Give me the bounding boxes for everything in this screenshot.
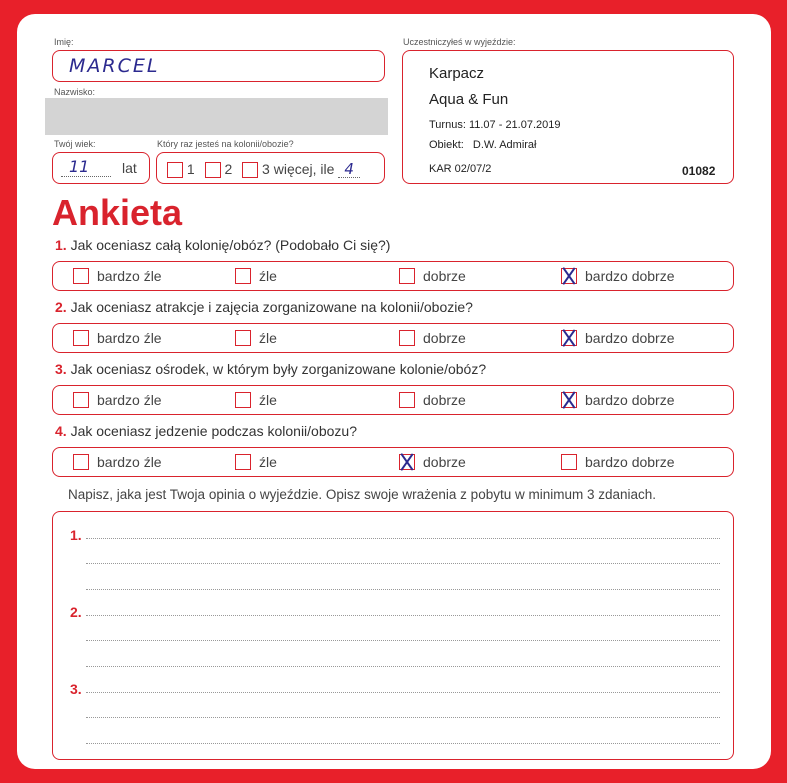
opinion-line-number-3: 3. [70, 681, 82, 697]
answer-option-label: źle [259, 330, 277, 346]
obiekt-label: Obiekt: [429, 139, 464, 151]
opinion-line [86, 589, 720, 590]
checkbox[interactable] [73, 268, 89, 284]
answer-option-label: dobrze [423, 268, 466, 284]
answer-option-label: bardzo źle [97, 454, 162, 470]
checked-checkbox[interactable] [399, 454, 415, 470]
trip-code: KAR 02/07/2 [429, 163, 492, 175]
answer-option[interactable] [399, 268, 466, 285]
trip-number: 01082 [682, 164, 716, 178]
question-1 [55, 237, 390, 253]
wiek-unit: lat [122, 160, 137, 176]
wiek-field[interactable] [52, 152, 150, 184]
checked-checkbox[interactable] [561, 392, 577, 408]
page-title: Ankieta [52, 192, 183, 233]
answer-option[interactable] [73, 330, 162, 347]
opinion-line [86, 717, 720, 718]
ktory-checkbox-1[interactable] [167, 162, 183, 178]
ktory-count-field[interactable] [338, 161, 360, 178]
wiek-label: Twój wiek: [54, 139, 96, 149]
imie-value: MARCEL [69, 55, 160, 77]
answer-option[interactable] [73, 392, 162, 409]
checkbox[interactable] [399, 330, 415, 346]
answer-option-label: bardzo źle [97, 268, 162, 284]
opinion-line [86, 692, 720, 693]
checkbox[interactable] [73, 330, 89, 346]
answer-option-label: dobrze [423, 392, 466, 408]
turnus-label: Turnus: [429, 119, 466, 131]
question-4 [55, 423, 357, 439]
opinion-box[interactable] [52, 511, 734, 760]
answer-option-label: bardzo dobrze [585, 330, 675, 346]
answer-option-label: bardzo dobrze [585, 392, 675, 408]
answer-row-2 [52, 323, 734, 353]
question-text: Jak oceniasz jedzenie podczas kolonii/obozu? [70, 423, 357, 439]
question-text: Jak oceniasz ośrodek, w którym były zorganizowane kolonie/obóz? [70, 361, 487, 377]
ktory-label: Który raz jesteś na kolonii/obozie? [157, 139, 294, 149]
question-2 [55, 299, 473, 315]
ktory-checkbox-3[interactable] [242, 162, 258, 178]
opinion-prompt: Napisz, jaka jest Twoja opinia o wyjeździe. Opisz swoje wrażenia z pobytu w minimum 3 zdaniach. [68, 487, 657, 502]
opinion-line-number-1: 1. [70, 527, 82, 543]
nazwisko-redacted [45, 98, 388, 135]
answer-row-1 [52, 261, 734, 291]
wiek-value: 11 [69, 157, 90, 176]
checkbox[interactable] [235, 268, 251, 284]
turnus-value: 11.07 - 21.07.2019 [468, 119, 561, 131]
answer-option[interactable] [399, 454, 466, 471]
ktory-option-1: 1 [186, 161, 195, 177]
ktory-option-2: 2 [224, 161, 233, 177]
question-number: 1. [55, 237, 67, 253]
nazwisko-label: Nazwisko: [54, 87, 96, 97]
answer-option-label: bardzo dobrze [585, 454, 675, 470]
trip-name: Aqua & Fun [429, 91, 509, 108]
ktory-field [156, 152, 385, 184]
question-number: 3. [55, 361, 67, 377]
checkbox[interactable] [399, 392, 415, 408]
opinion-line [86, 615, 720, 616]
answer-option[interactable] [561, 392, 675, 409]
question-text: Jak oceniasz atrakcje i zajęcia zorganizowane na kolonii/obozie? [70, 299, 473, 315]
answer-option-label: źle [259, 392, 277, 408]
imie-label: Imię: [54, 37, 74, 47]
checkbox[interactable] [235, 392, 251, 408]
answer-option-label: dobrze [423, 330, 466, 346]
answer-option[interactable] [73, 454, 162, 471]
answer-option-label: bardzo dobrze [585, 268, 675, 284]
checked-checkbox[interactable] [561, 330, 577, 346]
imie-field[interactable] [52, 50, 385, 82]
checkbox[interactable] [235, 330, 251, 346]
checked-checkbox[interactable] [561, 268, 577, 284]
answer-option[interactable] [235, 392, 277, 409]
ktory-checkbox-2[interactable] [205, 162, 221, 178]
question-3 [55, 361, 486, 377]
answer-option[interactable] [399, 330, 466, 347]
ktory-option-3: 3 więcej, ile [262, 161, 335, 177]
answer-option[interactable] [73, 268, 162, 285]
trip-place: Karpacz [429, 65, 485, 82]
checkbox[interactable] [73, 454, 89, 470]
checkbox[interactable] [235, 454, 251, 470]
answer-option[interactable] [561, 454, 675, 471]
checkbox[interactable] [399, 268, 415, 284]
checkbox[interactable] [561, 454, 577, 470]
opinion-line [86, 640, 720, 641]
checkbox[interactable] [73, 392, 89, 408]
ktory-value: 4 [344, 160, 354, 178]
opinion-line [86, 563, 720, 564]
answer-option[interactable] [235, 268, 277, 285]
answer-option-label: bardzo źle [97, 392, 162, 408]
opinion-line [86, 666, 720, 667]
question-number: 2. [55, 299, 67, 315]
answer-option[interactable] [235, 330, 277, 347]
answer-option[interactable] [399, 392, 466, 409]
answer-option-label: źle [259, 454, 277, 470]
answer-option[interactable] [561, 268, 675, 285]
answer-option[interactable] [561, 330, 675, 347]
answer-option-label: bardzo źle [97, 330, 162, 346]
question-number: 4. [55, 423, 67, 439]
opinion-line-number-2: 2. [70, 604, 82, 620]
answer-row-4 [52, 447, 734, 477]
answer-row-3 [52, 385, 734, 415]
answer-option[interactable] [235, 454, 277, 471]
opinion-line [86, 743, 720, 744]
question-text: Jak oceniasz całą kolonię/obóz? (Podobało Ci się?) [70, 237, 391, 253]
opinion-line [86, 538, 720, 539]
trip-info-box [402, 50, 734, 184]
obiekt-value: D.W. Admirał [472, 139, 537, 151]
wyjazd-label: Uczestniczyłeś w wyjeździe: [403, 37, 516, 47]
answer-option-label: dobrze [423, 454, 466, 470]
answer-option-label: źle [259, 268, 277, 284]
